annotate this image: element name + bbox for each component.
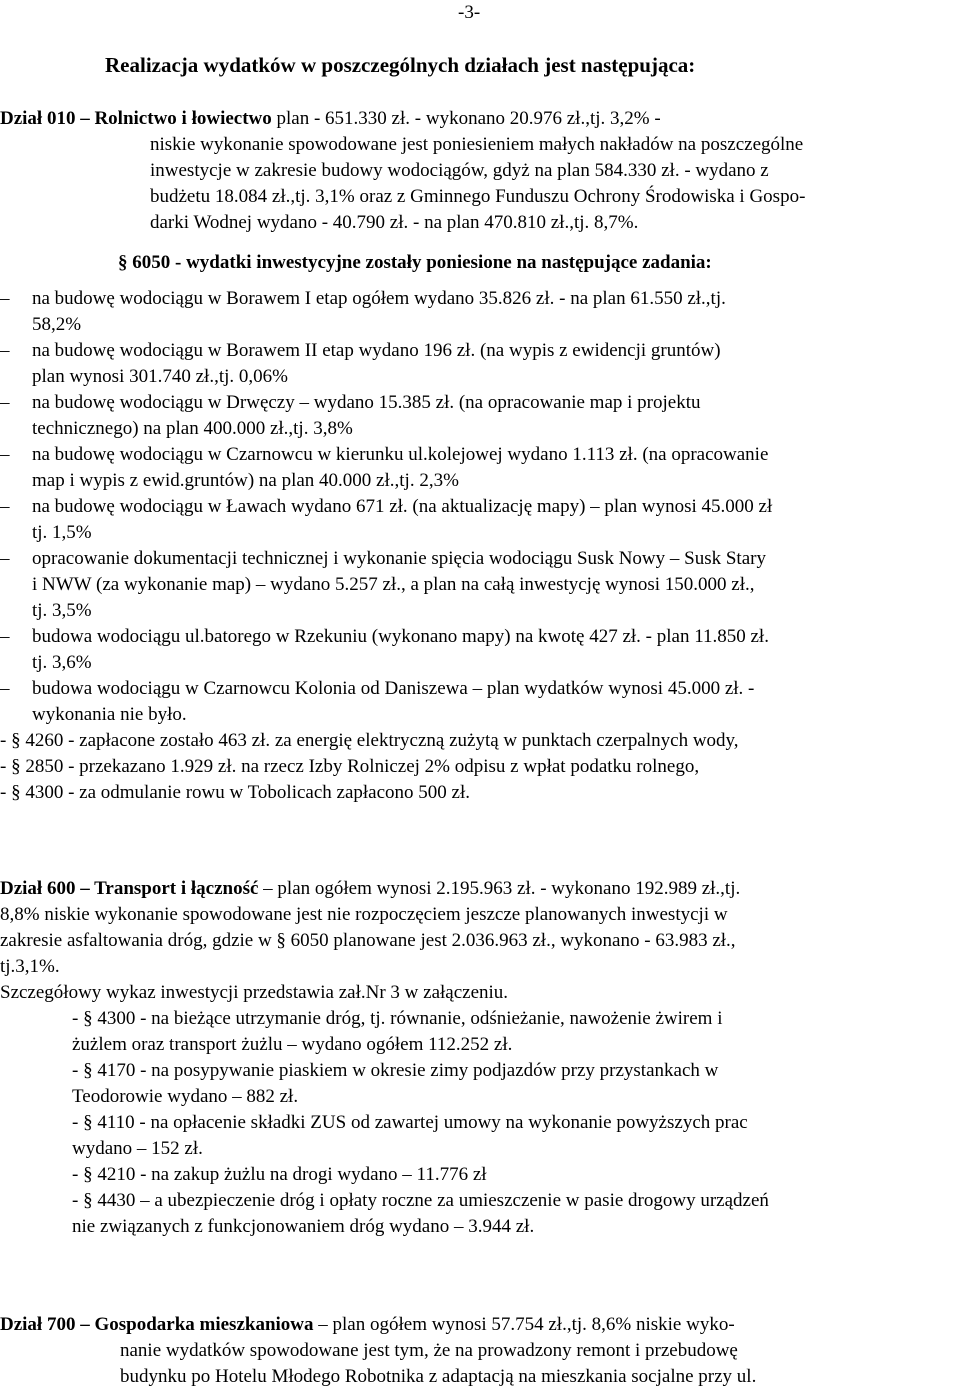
list-item [0, 624, 950, 676]
section-label: Dział 010 – Rolnictwo i łowiectwo [0, 108, 272, 129]
list-item [0, 1058, 950, 1110]
paragraph-line: budżetu 18.084 zł.,tj. 3,1% oraz z Gminnego Funduszu Ochrony Środowiska i Gospo- [150, 186, 806, 207]
section-title-line [0, 876, 950, 902]
list-item-line: - § 4430 – a ubezpieczenie dróg i opłaty roczne za umieszczenie w pasie drogowy urządzeń [72, 1190, 769, 1211]
section-dzial-010 [0, 106, 950, 806]
paragraph-line: nanie wydatków spowodowane jest tym, że na prowadzony remont i przebudowę [120, 1340, 738, 1361]
paragraph-line: darki Wodnej wydano - 40.790 zł. - na plan 470.810 zł.,tj. 8,7%. [150, 212, 639, 233]
list-item-line: – na budowę wodociągu w Borawem I etap ogółem wydano 35.826 zł. - na plan 61.550 zł.,tj. [32, 288, 726, 309]
list-item-line: tj. 3,6% [32, 652, 92, 673]
list-item-line: tj. 1,5% [32, 522, 92, 543]
list-item [0, 442, 950, 494]
list-item-line: plan wynosi 301.740 zł.,tj. 0,06% [32, 366, 288, 387]
paragraph-line: niskie wykonanie spowodowane jest poniesieniem małych nakładów na poszczególne [150, 134, 804, 155]
list-item [0, 390, 950, 442]
list-item-line: - § 4210 - na zakup żużlu na drogi wydano – 11.776 zł [72, 1164, 487, 1185]
list-item-line: 58,2% [32, 314, 82, 335]
list-item-line: map i wypis z ewid.gruntów) na plan 40.000 zł.,tj. 2,3% [32, 470, 459, 491]
list-item-line: technicznego) na plan 400.000 zł.,tj. 3,8% [32, 418, 353, 439]
list-item [0, 1162, 950, 1188]
list-item [0, 1110, 950, 1162]
paragraph-line: tj.3,1%. [0, 956, 60, 977]
section-dzial-600 [0, 876, 950, 1240]
list-item-line: – budowa wodociągu w Czarnowcu Kolonia od Daniszewa – plan wydatków wynosi 45.000 zł. - [32, 678, 755, 699]
list-item-line: wykonania nie było. [32, 704, 187, 725]
list-item [0, 494, 950, 546]
list-item-line: – na budowę wodociągu w Czarnowcu w kierunku ul.kolejowej wydano 1.113 zł. (na opracowanie [32, 444, 769, 465]
list-item-line: i NWW (za wykonanie map) – wydano 5.257 zł., a plan na całą inwestycję wynosi 150.000 zł., [32, 574, 755, 595]
list-item [0, 286, 950, 338]
page-number: -3- [458, 2, 481, 23]
list-item-line: Teodorowie wydano – 882 zł. [72, 1086, 299, 1107]
list-item-line: – na budowę wodociągu w Borawem II etap wydano 196 zł. (na wypis z ewidencji gruntów) [32, 340, 721, 361]
page-heading: Realizacja wydatków w poszczególnych działach jest następująca: [105, 53, 696, 77]
list-item [0, 676, 950, 728]
paragraph-line: zakresie asfaltowania dróg, gdzie w § 6050 planowane jest 2.036.963 zł., wykonano - 63.983 zł., [0, 930, 736, 951]
transport-items [0, 1006, 950, 1240]
section-summary: plan - 651.330 zł. - wykonano 20.976 zł.,tj. 3,2% - [271, 108, 661, 129]
list-item-line: – na budowę wodociągu w Ławach wydano 671 zł. (na aktualizację mapy) – plan wynosi 45.000 zł [32, 496, 773, 517]
list-item [0, 546, 950, 624]
list-item-line: tj. 3,5% [32, 600, 92, 621]
section-label: Dział 600 – Transport i łączność [0, 878, 259, 899]
paragraph-item-2850: - § 2850 - przekazano 1.929 zł. na rzecz Izby Rolniczej 2% odpisu z wpłat podatku rolnego, [0, 756, 700, 777]
section-summary: – plan ogółem wynosi 57.754 zł.,tj. 8,6% niskie wyko- [313, 1314, 735, 1335]
list-item-line: wydano – 152 zł. [72, 1138, 203, 1159]
section-title-line [0, 106, 950, 132]
paragraph-item-4260: - § 4260 - zapłacone zostało 463 zł. za energię elektryczną zużytą w punktach czerpalnych wody, [0, 730, 739, 751]
list-item-line: żużlem oraz transport żużlu – wydano ogółem 112.252 zł. [72, 1034, 513, 1055]
list-item-line: – budowa wodociągu ul.batorego w Rzekuniu (wykonano mapy) na kwotę 427 zł. - plan 11.850 zł. [32, 626, 769, 647]
list-item-line: - § 4170 - na posypywanie piaskiem w okresie zimy podjazdów przy przystankach w [72, 1060, 719, 1081]
subheading-6050: § 6050 - wydatki inwestycyjne zostały poniesione na następujące zadania: [118, 252, 712, 273]
paragraph-line: inwestycje w zakresie budowy wodociągów, gdyż na plan 584.330 zł. - wydano z [150, 160, 769, 181]
paragraph-line: 8,8% niskie wykonanie spowodowane jest nie rozpoczęciem jeszcze planowanych inwestycji w [0, 904, 728, 925]
list-item [0, 338, 950, 390]
list-item-line: - § 4300 - na bieżące utrzymanie dróg, tj. równanie, odśnieżanie, nawożenie żwirem i [72, 1008, 723, 1029]
list-item [0, 1006, 950, 1058]
dash-list [0, 286, 950, 728]
paragraph-item-4300: - § 4300 - za odmulanie rowu w Tobolicach zapłacono 500 zł. [0, 782, 471, 803]
list-item-line: - § 4110 - na opłacenie składki ZUS od zawartej umowy na wykonanie powyższych prac [72, 1112, 748, 1133]
section-summary: – plan ogółem wynosi 2.195.963 zł. - wykonano 192.989 zł.,tj. [258, 878, 741, 899]
section-dzial-700 [0, 1312, 950, 1390]
section-label: Dział 700 – Gospodarka mieszkaniowa [0, 1314, 314, 1335]
list-item [0, 1188, 950, 1240]
section-title-line [0, 1312, 950, 1338]
paragraph-line: budynku po Hotelu Młodego Robotnika z adaptacją na mieszkania socjalne przy ul. [120, 1366, 757, 1387]
list-item-line: – na budowę wodociągu w Drwęczy – wydano 15.385 zł. (na opracowanie map i projektu [32, 392, 701, 413]
list-item-line: nie związanych z funkcjonowaniem dróg wydano – 3.944 zł. [72, 1216, 535, 1237]
list-item-line: – opracowanie dokumentacji technicznej i wykonanie spięcia wodociągu Susk Nowy – Susk Stary [32, 548, 766, 569]
paragraph-line: Szczegółowy wykaz inwestycji przedstawia zał.Nr 3 w załączeniu. [0, 982, 509, 1003]
